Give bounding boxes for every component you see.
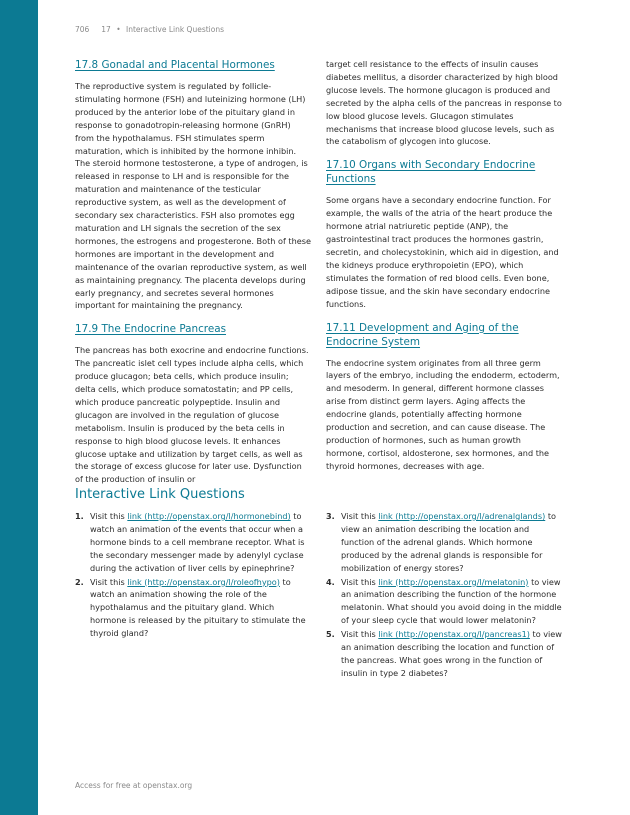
question-number: 1. (75, 511, 84, 521)
section-body-pancreas-part1: The pancreas has both exocrine and endocrine functions. The pancreatic islet cell types include alpha cells, which produce glucagon; beta cells, which produce insulin; delta cells, which produce somatostatin; and PP cells, which produce pancreatic polypeptide. Insulin and glucagon are involved in the regulation of glucose metabolism. Insulin is produced by the beta cells in response to high blood glucose levels. It enhances glucose uptake and utilization by target cells, as well as the storage of excess glucose for later use. Dysfunction of the production of insulin or (75, 345, 309, 485)
page-footer: Access for free at openstax.org (75, 781, 193, 790)
header-separator: • (116, 25, 121, 34)
question-number: 5. (326, 629, 335, 640)
page-number: 706 (75, 25, 90, 34)
chapter-title: Interactive Link Questions (126, 25, 225, 34)
interactive-questions-title: Interactive Link Questions (75, 487, 245, 502)
question-item: 2. Visit this link (http://openstax.org/l/roleofhypo) to watch an animation showing the role of the hypothalamus and the pituitary gland. Which hormone is released by the pituitary to stimulate the thyroid gland? (75, 576, 306, 639)
section-body-secondary-endocrine: Some organs have a secondary endocrine function. For example, the walls of the atria of the heart produce the hormone atrial natriuretic peptide (ANP), the gastrointestinal tract produces the hormones gastrin, secretin, and cholecystokinin, which aid in digestion, and the kidneys produce erythropoietin (EPO), which stimulates the formation of red blood cells. Even bone, adipose tissue, and the skin have secondary endocrine functions. (326, 195, 559, 309)
section-body-development-aging: The endocrine system originates from all three germ layers of the embryo, including the endoderm, ectoderm, and mesoderm. In general, different hormone classes arise from distinct germ layers. Aging affects the endocrine glands, potentially affecting hormone production and secretion, and can cause disease. The production of hormones, such as human growth hormone, cortisol, aldosterone, sex hormones, and the thyroid hormones, decreases with age. (326, 357, 560, 471)
question-link[interactable]: link (http://openstax.org/l/melatonin) (378, 576, 529, 587)
left-column (75, 58, 311, 496)
question-item: 5. Visit this link (http://openstax.org/l/pancreas1) to view an animation describing the location and function of the pancreas. What goes wrong in the function of insulin in type 2 diabetes? (326, 629, 562, 678)
question-number: 2. (75, 576, 84, 587)
section-heading-secondary-endocrine[interactable]: 17.10 Organs with Secondary Endocrine Functions (326, 159, 536, 186)
side-color-bar (0, 0, 38, 815)
questions-left-column (75, 510, 311, 641)
section-heading-gonadal[interactable]: 17.8 Gonadal and Placental Hormones (75, 59, 275, 71)
chapter-number: 17 (101, 25, 111, 34)
question-number: 3. (326, 511, 335, 521)
section-body-pancreas-part2: target cell resistance to the effects of insulin causes diabetes mellitus, a disorder characterized by high blood glucose levels. The hormone glucagon is produced and secreted by the alpha cells of the pancreas in response to low blood glucose levels. Glucagon stimulates mechanisms that increase blood glucose levels, such as the catabolism of glycogen into glucose. (326, 59, 562, 147)
question-item: 1. Visit this link (http://openstax.org/l/hormonebind) to watch an animation of the events that occur when a hormone binds to a cell membrane receptor. What is the secondary messenger made by adenylyl cyclase during the activation of liver cells by epinephrine? (75, 511, 305, 573)
question-link[interactable]: link (http://openstax.org/l/hormonebind) (127, 511, 291, 521)
right-column (326, 58, 562, 483)
question-link[interactable]: link (http://openstax.org/l/roleofhypo) (127, 576, 280, 587)
running-header (75, 25, 224, 34)
section-body-gonadal: The reproductive system is regulated by follicle-stimulating hormone (FSH) and luteinizing hormone (LH) produced by the anterior lobe of the pituitary gland in response to gonadotropin-releasing hormone (GnRH) from the hypothalamus. FSH stimulates sperm maturation, which is inhibited by the hormone inhibin. The steroid hormone testosterone, a type of androgen, is released in response to LH and is responsible for the maturation and maintenance of the testicular reproductive system, as well as the development of secondary sex characteristics. FSH also promotes egg maturation and LH signals the secretion of the sex hormones, the estrogens and progesterone. Both of these hormones are important in the development and maintenance of the ovarian reproductive system, as well as maintaining pregnancy. The placenta develops during early pregnancy, and secretes several hormones important for maintaining the pregnancy. (75, 81, 311, 311)
question-link[interactable]: link (http://openstax.org/l/adrenalglands) (378, 511, 546, 521)
question-link[interactable]: link (http://openstax.org/l/pancreas1) (378, 629, 530, 640)
question-number: 4. (326, 576, 335, 587)
questions-right-column (326, 510, 562, 681)
question-item: 3. Visit this link (http://openstax.org/l/adrenalglands) to view an animation describing the location and function of the adrenal glands. Which hormone produced by the adrenal glands is responsible for mobilization of energy stores? (326, 511, 556, 573)
section-heading-development-aging[interactable]: 17.11 Development and Aging of the Endocrine System (326, 321, 519, 348)
question-item: 4. Visit this link (http://openstax.org/l/melatonin) to view an animation describing the function of the hormone melatonin. What should you avoid doing in the middle of your sleep cycle that would lower melatonin? (326, 576, 562, 626)
section-heading-pancreas[interactable]: 17.9 The Endocrine Pancreas (75, 323, 227, 336)
